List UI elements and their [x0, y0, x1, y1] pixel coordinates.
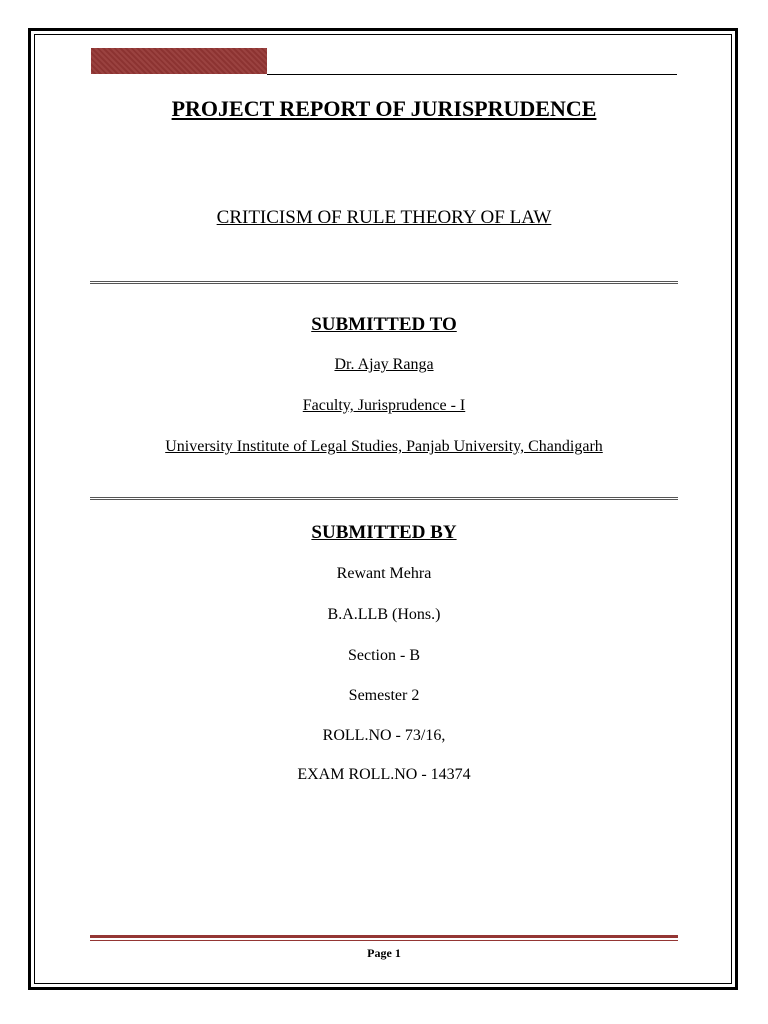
student-section: Section - B — [348, 647, 420, 664]
student-semester: Semester 2 — [348, 687, 420, 704]
faculty-designation: Faculty, Jurisprudence - I — [302, 397, 466, 414]
document-subtitle: CRITICISM OF RULE THEORY OF LAW — [216, 207, 552, 228]
faculty-name: Dr. Ajay Ranga — [334, 356, 434, 373]
student-roll-no: ROLL.NO - 73/16, — [322, 727, 446, 744]
submitted-to-heading: SUBMITTED TO — [311, 314, 457, 335]
section-divider-top — [90, 281, 678, 284]
document-title: PROJECT REPORT OF JURISPRUDENCE — [171, 96, 597, 121]
faculty-institute: University Institute of Legal Studies, Panjab University, Chandigarh — [165, 438, 603, 455]
page-number: Page 1 — [367, 946, 401, 960]
student-name: Rewant Mehra — [336, 565, 432, 582]
footer-rule-thin — [90, 940, 678, 941]
footer-rule-thick — [90, 935, 678, 938]
student-course: B.A.LLB (Hons.) — [327, 606, 441, 623]
header-rule — [267, 74, 677, 75]
header-accent-bar — [91, 48, 267, 74]
student-exam-roll-no: EXAM ROLL.NO - 14374 — [297, 766, 471, 783]
page-border-inner — [34, 34, 732, 984]
submitted-by-heading: SUBMITTED BY — [311, 522, 457, 543]
section-divider-middle — [90, 497, 678, 500]
